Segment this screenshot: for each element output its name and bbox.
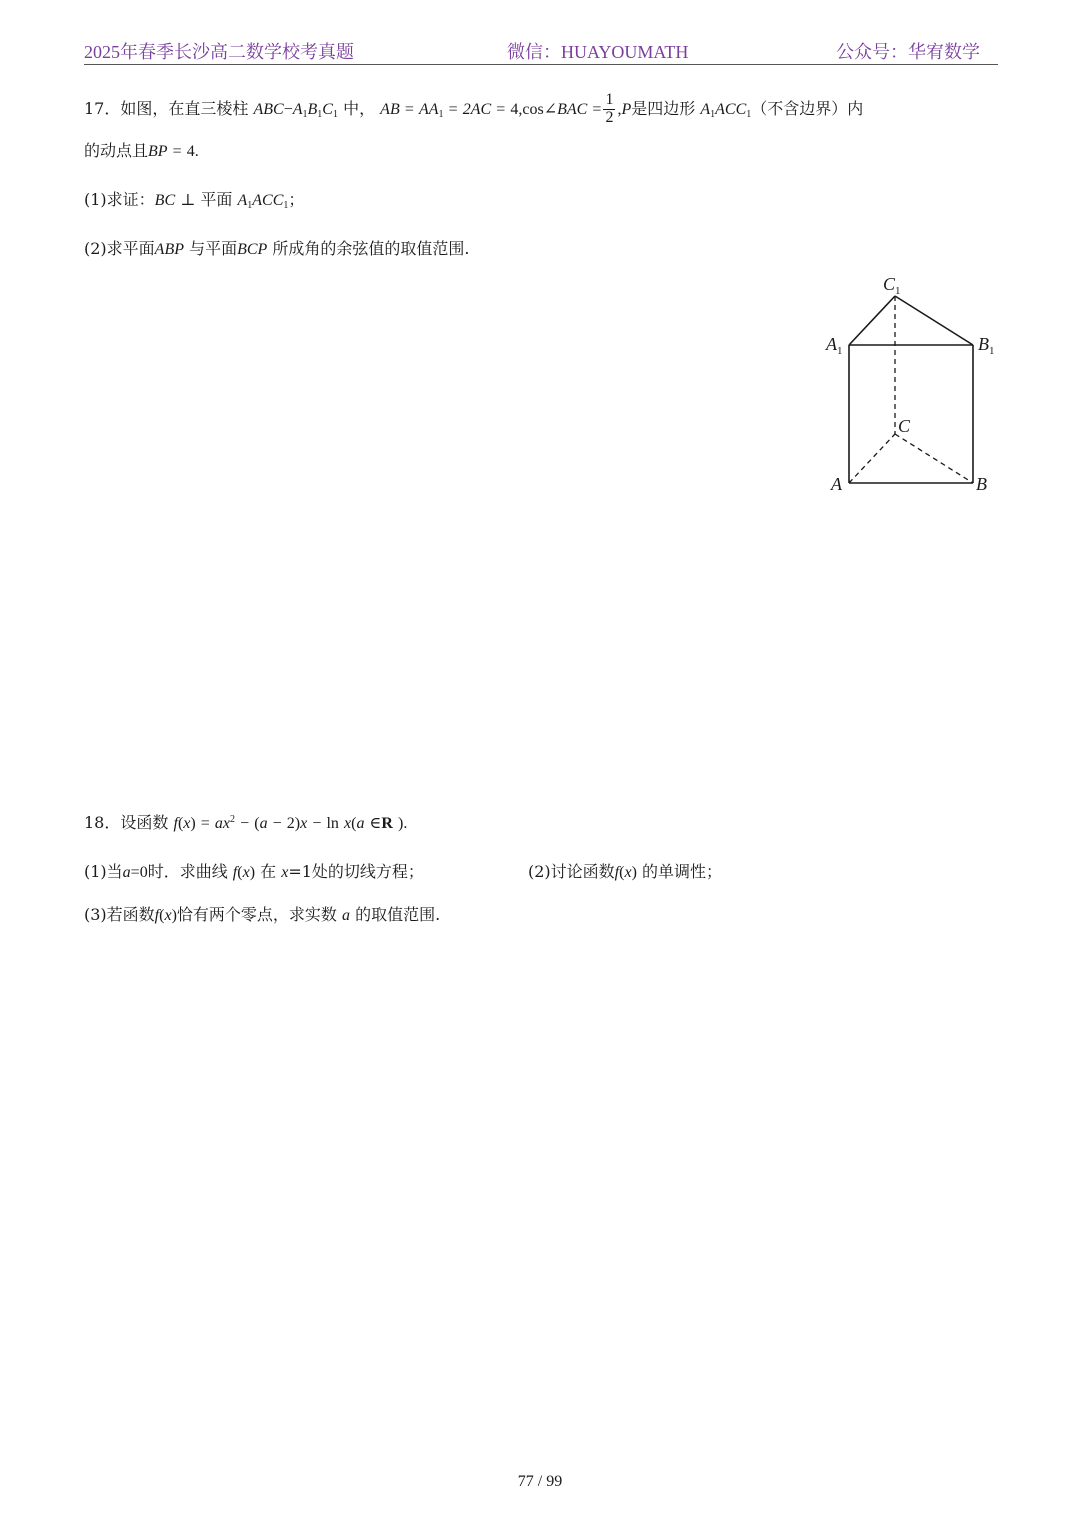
edge-a1c1 [849, 296, 895, 345]
label-b1: $B_1$ [978, 334, 995, 357]
q18-stem: 18．设函数 $f(x) = ax^2 - (a - 2)x - \ln x(a$ ∈R ). [84, 813, 408, 832]
label-a1: $A_1$ [826, 334, 843, 357]
q18-part2: (2)讨论函数f(x) 的单调性； [528, 862, 722, 881]
label-a: A [831, 474, 842, 494]
edge-c1b1 [895, 296, 973, 345]
prism-diagram [818, 266, 1008, 496]
q17-part1: (1)求证：BC ⊥ 平面 $A_1ACC_1$； [84, 190, 305, 211]
header-rule [84, 64, 998, 65]
header-account: 公众号：华宥数学 [836, 42, 980, 62]
q17-line2: 的动点且BP = 4. [84, 141, 199, 160]
q18-part1: (1)当a=0时．求曲线 f(x) 在 x=1处的切线方程； [84, 862, 424, 881]
q17-number: 17． [84, 98, 121, 118]
edge-ac-hidden [849, 434, 895, 483]
header-wechat: 微信：HUAYOUMATH [507, 42, 689, 62]
q17-line1: 17．如图，在直三棱柱 $ABC-A_1B_1C_1$ 中， AB = $AA_1 = 2AC$ = 4,cos∠BAC = $\frac{1}{2}$ ,P是四边形 $A_1ACC_1$（不含边界）内 [84, 91, 864, 126]
q18-part3: (3)若函数f(x)恰有两个零点，求实数 a 的取值范围. [84, 905, 441, 924]
edge-cb-hidden [895, 434, 973, 483]
header-title: 2025年春季长沙高二数学校考真题 [84, 42, 354, 62]
label-c1: $C_1$ [883, 274, 901, 297]
page-number: 77 / 99 [517, 1473, 563, 1490]
q17-part2: (2)求平面ABP 与平面BCP 所成角的余弦值的取值范围. [84, 239, 470, 258]
label-b: B [976, 474, 987, 494]
label-c: C [898, 416, 911, 436]
q18-number: 18． [84, 813, 121, 832]
fraction-one-half: $\frac{1}{2}$ [605, 91, 614, 126]
